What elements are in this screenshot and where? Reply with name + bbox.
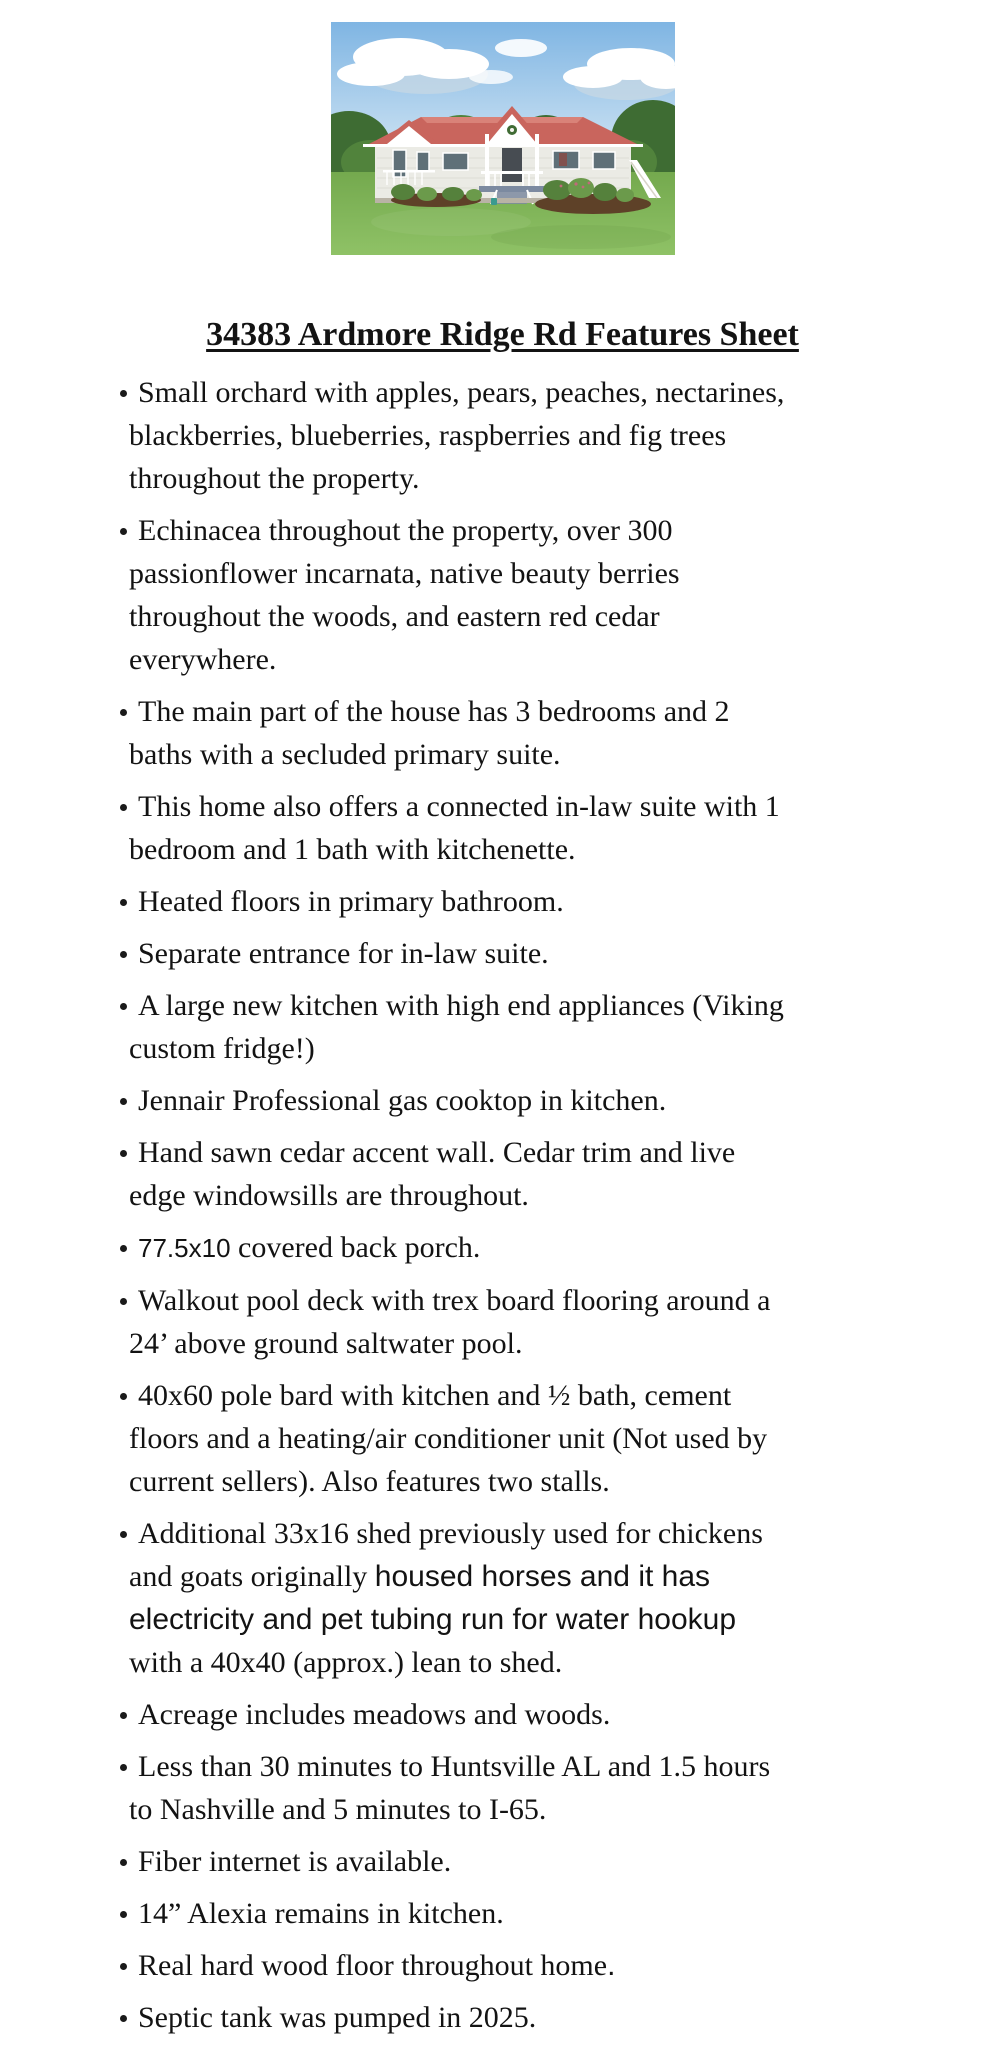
feature-text: Hand sawn cedar accent wall. Cedar trim and live	[138, 1136, 736, 1169]
feature-line	[129, 1996, 925, 2039]
feature-text: Small orchard with apples, pears, peaches, nectarines,	[138, 376, 785, 409]
bullet-icon	[120, 1003, 127, 1010]
feature-text: This home also offers a connected in-law suite with 1	[138, 790, 780, 823]
feature-text: throughout the property.	[129, 462, 420, 495]
feature-line	[129, 1892, 925, 1935]
feature-line	[129, 414, 925, 457]
feature-text: Septic tank was pumped in 2025.	[138, 2001, 537, 2034]
feature-line	[129, 1512, 925, 1555]
feature-item	[129, 1693, 925, 1736]
bullet-icon	[120, 1150, 127, 1157]
feature-text-sans: 77.5x10	[138, 1233, 231, 1263]
feature-line	[129, 457, 925, 500]
feature-item	[129, 880, 925, 923]
feature-item	[129, 1226, 925, 1270]
feature-line	[129, 509, 925, 552]
feature-line	[129, 1641, 925, 1684]
feature-line	[129, 1788, 925, 1831]
feature-text: and goats originally	[129, 1560, 375, 1593]
feature-line	[129, 1322, 925, 1365]
bullet-icon	[120, 528, 127, 535]
feature-item	[129, 1892, 925, 1935]
feature-text: bedroom and 1 bath with kitchenette.	[129, 833, 576, 866]
feature-text: Heated floors in primary bathroom.	[138, 885, 564, 918]
feature-text: passionflower incarnata, native beauty berries	[129, 557, 680, 590]
bullet-icon	[120, 951, 127, 958]
feature-text: custom fridge!)	[129, 1032, 315, 1065]
features-list	[129, 371, 925, 2039]
feature-text: everywhere.	[129, 643, 277, 676]
feature-item	[129, 1131, 925, 1217]
feature-line	[129, 1131, 925, 1174]
feature-text: edge windowsills are throughout.	[129, 1179, 529, 1212]
feature-item	[129, 1944, 925, 1987]
feature-line	[129, 785, 925, 828]
feature-line	[129, 1944, 925, 1987]
feature-line	[129, 828, 925, 871]
feature-item	[129, 1279, 925, 1365]
feature-text: throughout the woods, and eastern red cedar	[129, 600, 660, 633]
property-photo	[331, 22, 675, 255]
feature-line	[129, 1417, 925, 1460]
feature-text: Fiber internet is available.	[138, 1845, 452, 1878]
feature-text: blackberries, blueberries, raspberries and fig trees	[129, 419, 727, 452]
feature-line	[129, 1840, 925, 1883]
house-photo-illustration	[331, 22, 675, 255]
bullet-icon	[120, 1911, 127, 1918]
feature-line	[129, 371, 925, 414]
feature-item	[129, 1079, 925, 1122]
feature-item	[129, 509, 925, 681]
feature-item	[129, 1745, 925, 1831]
feature-text: Separate entrance for in-law suite.	[138, 937, 549, 970]
feature-text: Echinacea throughout the property, over 300	[138, 514, 673, 547]
bullet-icon	[120, 709, 127, 716]
feature-text: Acreage includes meadows and woods.	[138, 1698, 611, 1731]
bullet-icon	[120, 1393, 127, 1400]
bullet-icon	[120, 390, 127, 397]
feature-item	[129, 785, 925, 871]
bullet-icon	[120, 1712, 127, 1719]
feature-text: floors and a heating/air conditioner unit (Not used by	[129, 1422, 768, 1455]
feature-item	[129, 932, 925, 975]
feature-text: 40x60 pole bard with kitchen and ½ bath, cement	[138, 1379, 732, 1412]
feature-text: Walkout pool deck with trex board flooring around a	[138, 1284, 771, 1317]
feature-text: Real hard wood floor throughout home	[138, 1949, 608, 1982]
feature-text: Additional 33x16 shed previously used for chickens	[138, 1517, 763, 1550]
feature-item	[129, 1512, 925, 1684]
feature-line	[129, 932, 925, 975]
bullet-icon	[120, 1963, 127, 1970]
feature-line	[129, 1693, 925, 1736]
feature-line	[129, 595, 925, 638]
feature-line	[129, 1598, 925, 1641]
bullet-icon	[120, 1859, 127, 1866]
feature-line	[129, 1374, 925, 1417]
feature-line	[129, 1460, 925, 1503]
feature-text: Less than 30 minutes to Huntsville AL and 1.5 hours	[138, 1750, 771, 1783]
document-title: 34383 Ardmore Ridge Rd Features Sheet	[206, 316, 799, 353]
feature-item	[129, 1374, 925, 1503]
bullet-icon	[120, 1298, 127, 1305]
feature-text: 14” Alexia remains in kitchen.	[138, 1897, 504, 1930]
feature-text: The main part of the house has 3 bedrooms and 2	[138, 695, 730, 728]
feature-line	[129, 880, 925, 923]
features-sheet-document	[0, 22, 1005, 2039]
feature-line	[129, 1027, 925, 1070]
feature-item	[129, 371, 925, 500]
feature-text: 24’ above ground saltwater pool.	[129, 1327, 523, 1360]
feature-line	[129, 1079, 925, 1122]
feature-text: with a 40x40 (approx.) lean to shed.	[129, 1646, 563, 1679]
feature-text-sans: electricity and pet tubing run for water hookup	[129, 1603, 737, 1636]
feature-line	[129, 1279, 925, 1322]
feature-text-sans: .	[607, 1949, 616, 1982]
feature-line	[129, 1745, 925, 1788]
bullet-icon	[120, 1764, 127, 1771]
feature-text: baths with a secluded primary suite.	[129, 738, 561, 771]
bullet-icon	[120, 1098, 127, 1105]
feature-line	[129, 690, 925, 733]
bullet-icon	[120, 899, 127, 906]
bullet-icon	[120, 804, 127, 811]
feature-text: Jennair Professional gas cooktop in kitchen.	[138, 1084, 667, 1117]
bullet-icon	[120, 2015, 127, 2022]
feature-line	[129, 984, 925, 1027]
bullet-icon	[120, 1531, 127, 1538]
feature-line	[129, 733, 925, 776]
feature-line	[129, 552, 925, 595]
feature-text: covered back porch.	[230, 1231, 481, 1264]
feature-item	[129, 690, 925, 776]
feature-text: current sellers). Also features two stalls.	[129, 1465, 610, 1498]
bullet-icon	[120, 1245, 127, 1252]
page	[0, 22, 1005, 2070]
feature-item	[129, 984, 925, 1070]
feature-line	[129, 1174, 925, 1217]
feature-item	[129, 1996, 925, 2039]
feature-item	[129, 1840, 925, 1883]
feature-text: to Nashville and 5 minutes to I-65.	[129, 1793, 547, 1826]
feature-line	[129, 638, 925, 681]
feature-text-sans: housed horses and it has	[374, 1560, 711, 1593]
feature-text: A large new kitchen with high end appliances (Viking	[138, 989, 784, 1022]
feature-line	[129, 1226, 925, 1270]
feature-line	[129, 1555, 925, 1598]
